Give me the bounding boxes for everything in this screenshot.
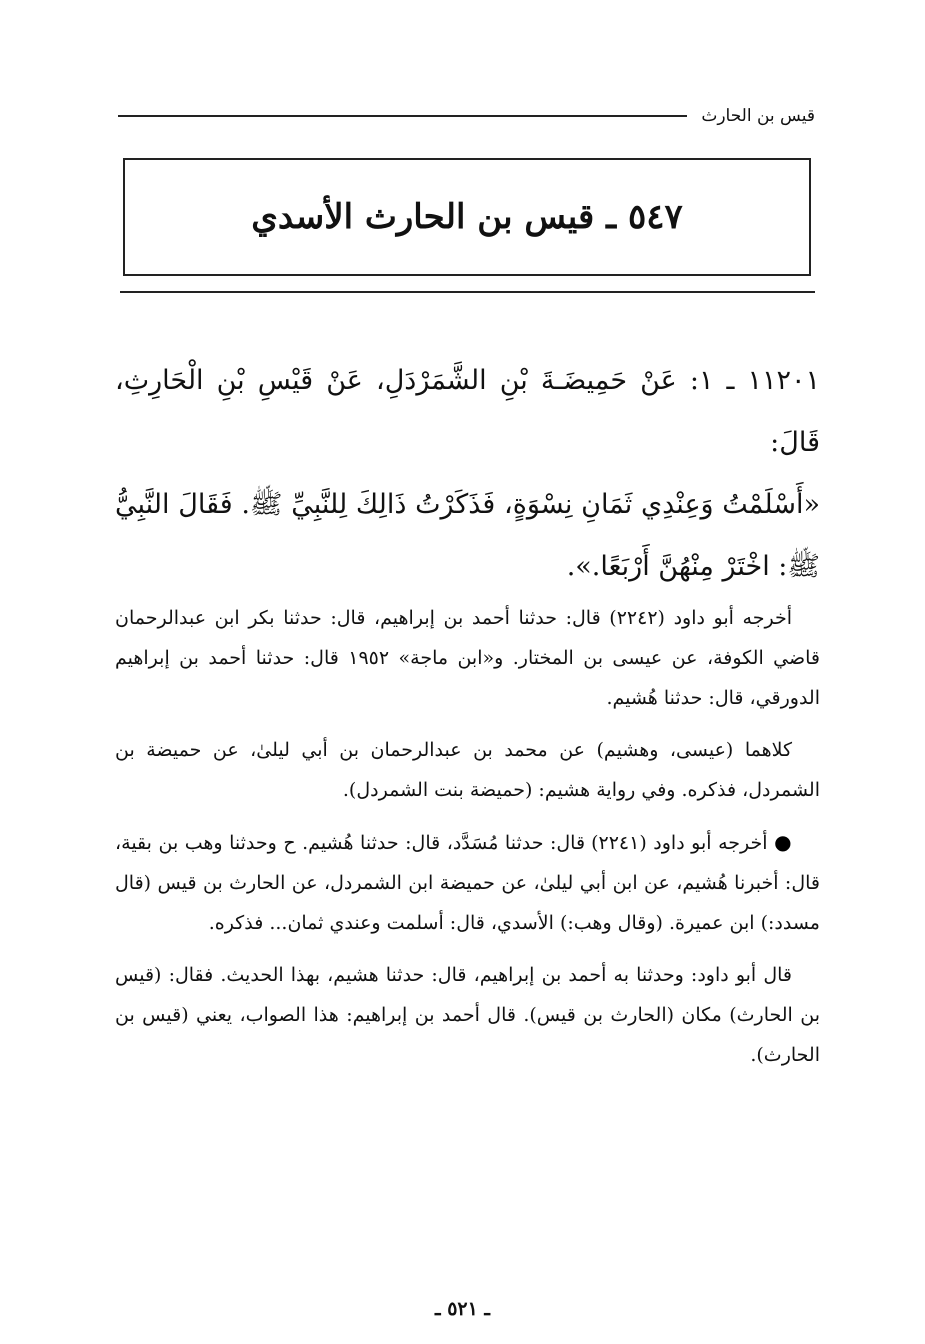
header-rule <box>118 115 687 117</box>
takhrij-paragraph: قال أبو داود: وحدثنا به أحمد بن إبراهيم، قال: حدثنا هشيم، بهذا الحديث. فقال: (قيس بن الحارث) مكان (الحارث بن قيس). قال أحمد بن إبراهيم: هذا الصواب، يعني (قيس بن الحارث). <box>115 964 820 1066</box>
takhrij-paragraph-text: أخرجه أبو داود (٢٢٤١) قال: حدثنا مُسَدَّد، قال: حدثنا هُشيم. ح وحدثنا وهب بن بقية، قال: أخبرنا هُشيم، عن ابن أبي ليلىٰ، عن حميضة ابن الشمردل، عن الحارث بن قيس (قال مسدد:) ابن عميرة. (وقال وهب:) الأسدي، قال: أسلمت وعندي ثمان... فذكره. <box>115 832 820 934</box>
page-number: ـ ٥٢١ ـ <box>435 1298 490 1320</box>
bullet-icon: ● <box>774 830 792 854</box>
takhrij-section <box>115 598 820 1087</box>
chapter-rule <box>120 291 815 293</box>
hadith-text <box>115 350 820 598</box>
chapter-heading: ٥٤٧ ـ قيس بن الحارث الأسدي <box>251 197 683 237</box>
chapter-box <box>123 158 811 276</box>
takhrij-paragraph-bulleted <box>115 822 820 943</box>
takhrij-paragraph: كلاهما (عيسى، وهشيم) عن محمد بن عبدالرحمان بن أبي ليلىٰ، عن حميضة بن الشمردل، فذكره. وفي رواية هشيم: (حميضة بنت الشمردل). <box>115 739 820 801</box>
hadith-isnad: ١١٢٠١ ـ ١: عَنْ حَمِيضَـةَ بْنِ الشَّمَرْدَلِ، عَنْ قَيْسِ بْنِ الْحَارِثِ، قَالَ: <box>115 365 820 458</box>
running-header <box>118 96 815 136</box>
takhrij-paragraph: أخرجه أبو داود (٢٢٤٢) قال: حدثنا أحمد بن إبراهيم، قال: حدثنا بكر ابن عبدالرحمان قاضي الكوفة، عن عيسى بن المختار. و«ابن ماجة» ١٩٥٢ قال: حدثنا أحمد بن إبراهيم الدورقي، قال: حدثنا هُشيم. <box>115 607 821 709</box>
running-title: قيس بن الحارث <box>701 106 815 126</box>
hadith-matn: «أَسْلَمْتُ وَعِنْدِي ثَمَانِ نِسْوَةٍ، فَذَكَرْتُ ذَالِكَ لِلنَّبِيِّ ﷺ. فَقَالَ النَّبِيُّ ﷺ: اخْتَرْ مِنْهُنَّ أَرْبَعًا.». <box>115 489 820 582</box>
